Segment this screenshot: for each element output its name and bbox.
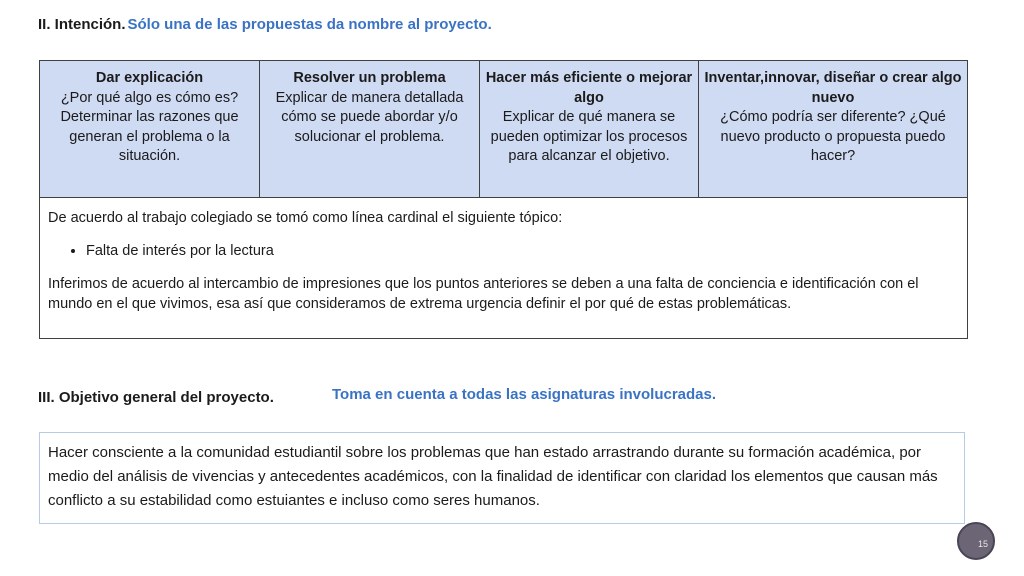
section-2-note: Sólo una de las propuestas da nombre al proyecto. xyxy=(127,16,492,33)
option-description: Explicar de qué manera se pueden optimizar los procesos para alcanzar el objetivo. xyxy=(490,109,688,164)
justification-conclusion: Inferimos de acuerdo al intercambio de impresiones que los puntos anteriores se deben a una falta de conciencia e identificación con el mundo en el que vivimos, esa así que consideramos de extrema urgencia definir el por qué de estas problemáticas. xyxy=(48,276,919,312)
option-improve xyxy=(480,61,699,198)
option-innovate xyxy=(699,61,968,198)
objective-box xyxy=(39,432,965,524)
justification-cell xyxy=(40,198,968,339)
section-2-heading xyxy=(38,16,492,33)
option-explain xyxy=(40,61,260,198)
page-number-badge xyxy=(957,522,995,560)
intention-table xyxy=(39,60,968,339)
page-number: 15 xyxy=(977,539,988,549)
section-3-heading: III. Objetivo general del proyecto. xyxy=(38,389,274,406)
section-3-note: Toma en cuenta a todas las asignaturas involucradas. xyxy=(332,386,717,403)
option-title: Hacer más eficiente o mejorar algo xyxy=(485,70,693,106)
option-description: ¿Cómo podría ser diferente? ¿Qué nuevo producto o propuesta puedo hacer? xyxy=(720,109,946,164)
justification-intro: De acuerdo al trabajo colegiado se tomó como línea cardinal el siguiente tópico: xyxy=(48,210,563,226)
section-2-title: II. Intención. xyxy=(38,16,126,33)
option-title: Inventar,innovar, diseñar o crear algo nuevo xyxy=(704,70,962,106)
topic-bullet: • Falta de interés por la lectura xyxy=(86,241,959,261)
option-title: Dar explicación xyxy=(95,70,204,86)
topic-list xyxy=(48,241,959,261)
option-description: ¿Por qué algo es cómo es? Determinar las razones que generan el problema o la situación. xyxy=(60,89,239,164)
option-solve xyxy=(260,61,480,198)
option-title: Resolver un problema xyxy=(293,70,446,86)
option-description: Explicar de manera detallada cómo se puede abordar y/o solucionar el problema. xyxy=(275,89,464,145)
objective-text: Hacer consciente a la comunidad estudiantil sobre los problemas que han estado arrastrando durante su formación académica, por medio del análisis de vivencias y antecedentes académicos, con la finalidad de identificar con claridad los elementos que causan más conflicto a su estabilidad como estuiantes e incluso como seres humanos. xyxy=(48,444,938,509)
